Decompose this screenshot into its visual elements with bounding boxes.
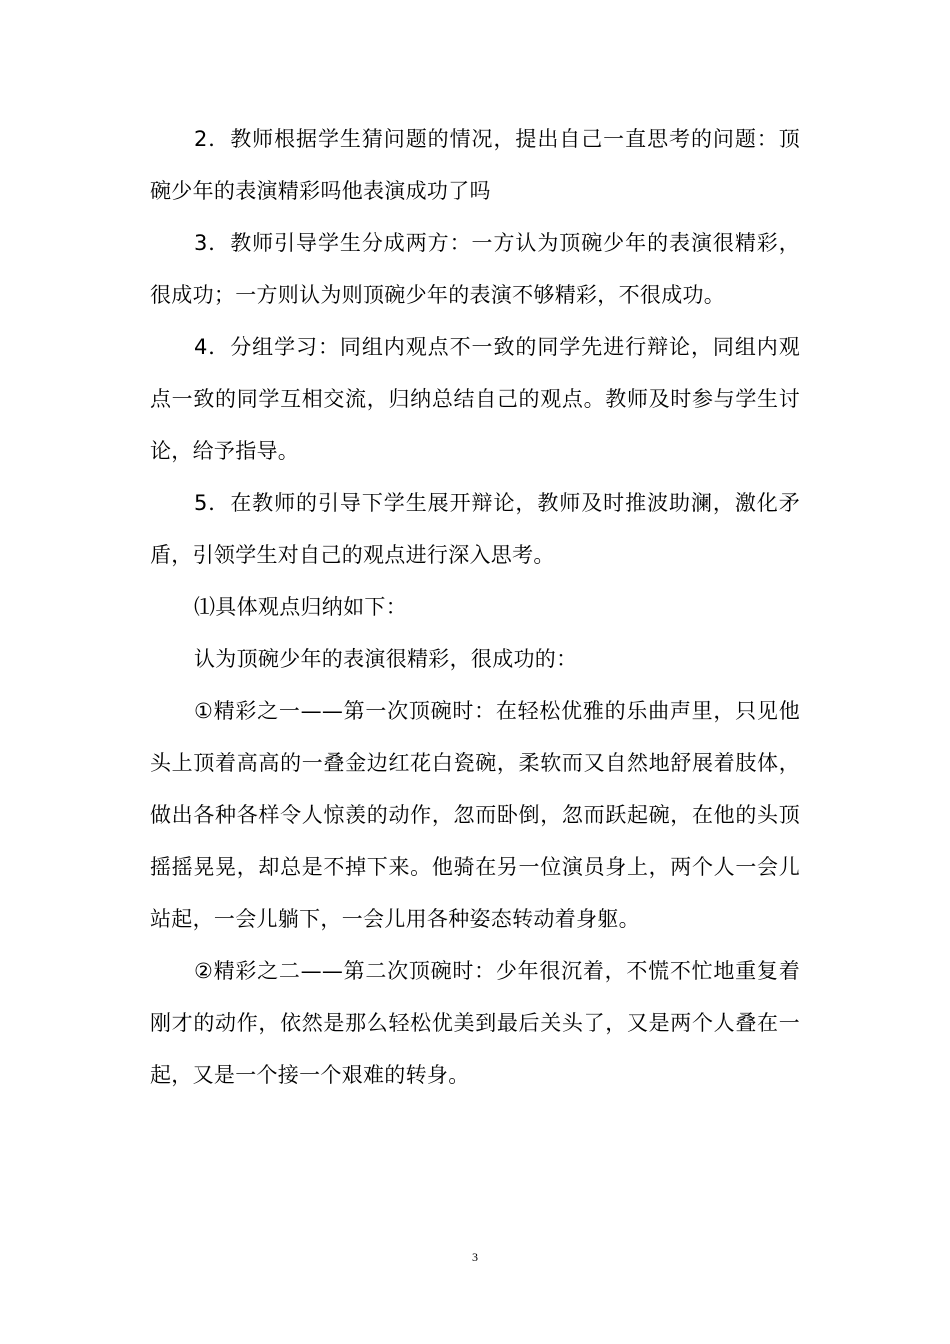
paragraph-highlight-two: ②精彩之二——第二次顶碗时：少年很沉着，不慌不忙地重复着刚才的动作，依然是那么轻松优美到最后关头了，又是两个人叠在一起，又是一个接一个艰难的转身。 xyxy=(150,959,800,1087)
paragraph-step-4: 4．分组学习：同组内观点不一致的同学先进行辩论，同组内观点一致的同学互相交流，归纳总结自己的观点。教师及时参与学生讨论，给予指导。 xyxy=(150,335,800,463)
page-body xyxy=(150,113,800,1101)
paragraph-summary-heading: ⑴具体观点归纳如下： xyxy=(194,595,407,619)
page-number: 3 xyxy=(472,1250,478,1264)
paragraph-step-3: 3．教师引导学生分成两方：一方认为顶碗少年的表演很精彩，很成功；一方则认为则顶碗少年的表演不够精彩，不很成功。 xyxy=(150,231,800,307)
paragraph-step-5: 5．在教师的引导下学生展开辩论，教师及时推波助澜，激化矛盾，引领学生对自己的观点进行深入思考。 xyxy=(150,491,800,567)
paragraph-highlight-one: ①精彩之一——第一次顶碗时：在轻松优雅的乐曲声里，只见他头上顶着高高的一叠金边红花白瓷碗，柔软而又自然地舒展着肢体，做出各种各样令人惊羡的动作，忽而卧倒，忽而跃起碗，在他的头顶摇摇晃晃，却总是不掉下来。他骑在另一位演员身上，两个人一会儿站起，一会儿躺下，一会儿用各种姿态转动着身躯。 xyxy=(150,699,800,931)
paragraph-step-2: 2．教师根据学生猜问题的情况，提出自己一直思考的问题：顶碗少年的表演精彩吗他表演成功了吗 xyxy=(150,127,800,203)
paragraph-view-intro: 认为顶碗少年的表演很精彩，很成功的： xyxy=(194,647,578,671)
